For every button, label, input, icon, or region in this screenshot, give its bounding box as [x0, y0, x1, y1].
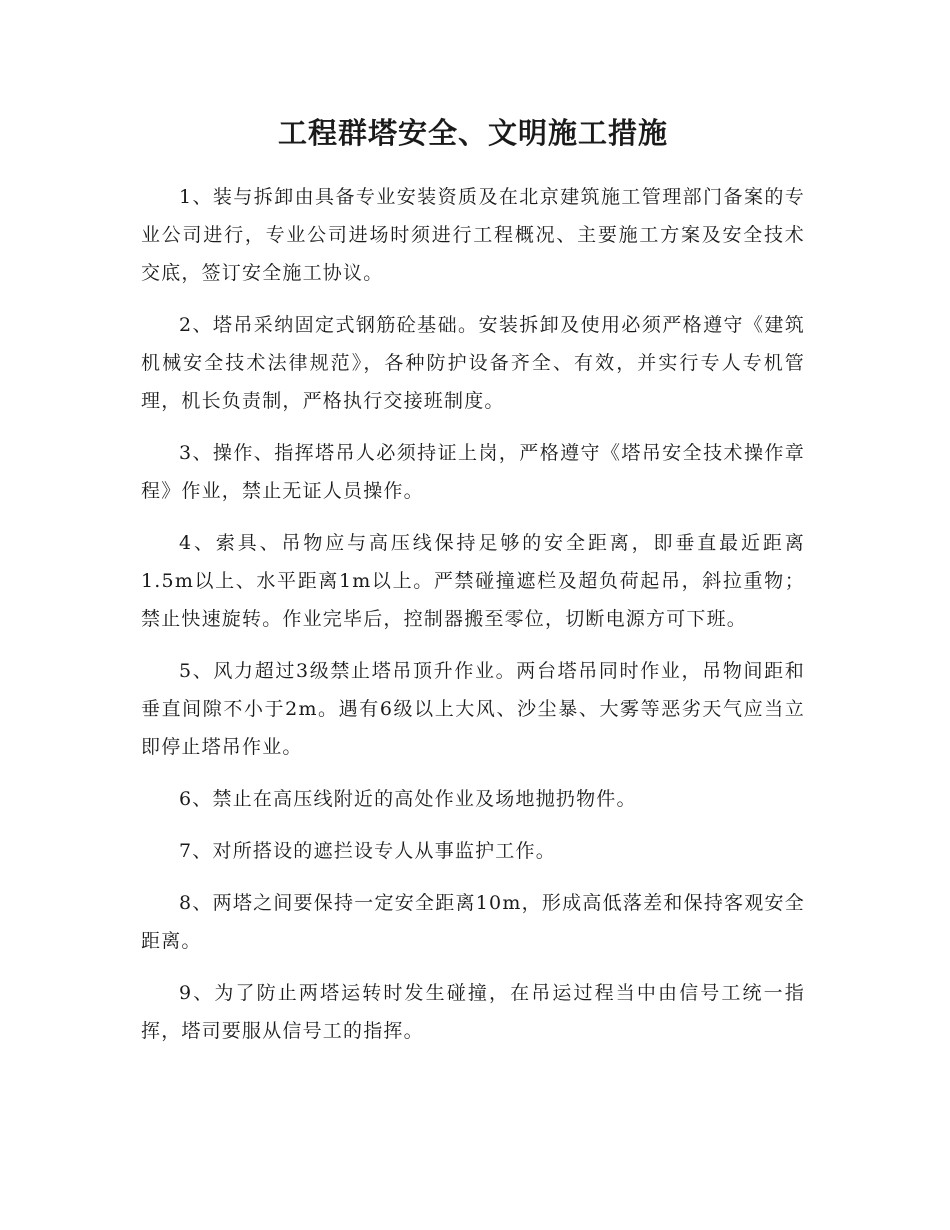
paragraph-7: 7、对所搭设的遮拦设专人从事监护工作。	[179, 840, 556, 862]
paragraph-6: 6、禁止在高压线附近的高处作业及场地抛扔物件。	[179, 788, 637, 810]
paragraph-3: 3、操作、指挥塔吊人必须持证上岗，严格遵守《塔吊安全技术操作章程》作业，禁止无证人员操作。	[141, 442, 805, 502]
paragraph-2: 2、塔吊采纳固定式钢筋砼基础。安装拆卸及使用必须严格遵守《建筑机械安全技术法律规范》，各种防护设备齐全、有效，并实行专人专机管理，机长负责制，严格执行交接班制度。	[141, 314, 805, 412]
paragraph-4: 4、索具、吊物应与高压线保持足够的安全距离，即垂直最近距离1.5m以上、水平距离1m以上。严禁碰撞遮栏及超负荷起吊，斜拉重物；禁止快速旋转。作业完毕后，控制器搬至零位，切断电源方可下班。	[141, 532, 805, 630]
document-page	[141, 108, 805, 1064]
paragraph-9: 9、为了防止两塔运转时发生碰撞，在吊运过程当中由信号工统一指挥，塔司要服从信号工的指挥。	[141, 982, 805, 1042]
document-title: 工程群塔安全、文明施工措施	[277, 116, 668, 150]
paragraph-5: 5、风力超过3级禁止塔吊顶升作业。两台塔吊同时作业，吊物间距和垂直间隙不小于2m。遇有6级以上大风、沙尘暴、大雾等恶劣天气应当立即停止塔吊作业。	[141, 660, 805, 758]
paragraph-1: 1、装与拆卸由具备专业安装资质及在北京建筑施工管理部门备案的专业公司进行，专业公司进场时须进行工程概况、主要施工方案及安全技术交底，签订安全施工协议。	[141, 186, 805, 284]
paragraph-8: 8、两塔之间要保持一定安全距离10m，形成高低落差和保持客观安全距离。	[141, 892, 805, 952]
